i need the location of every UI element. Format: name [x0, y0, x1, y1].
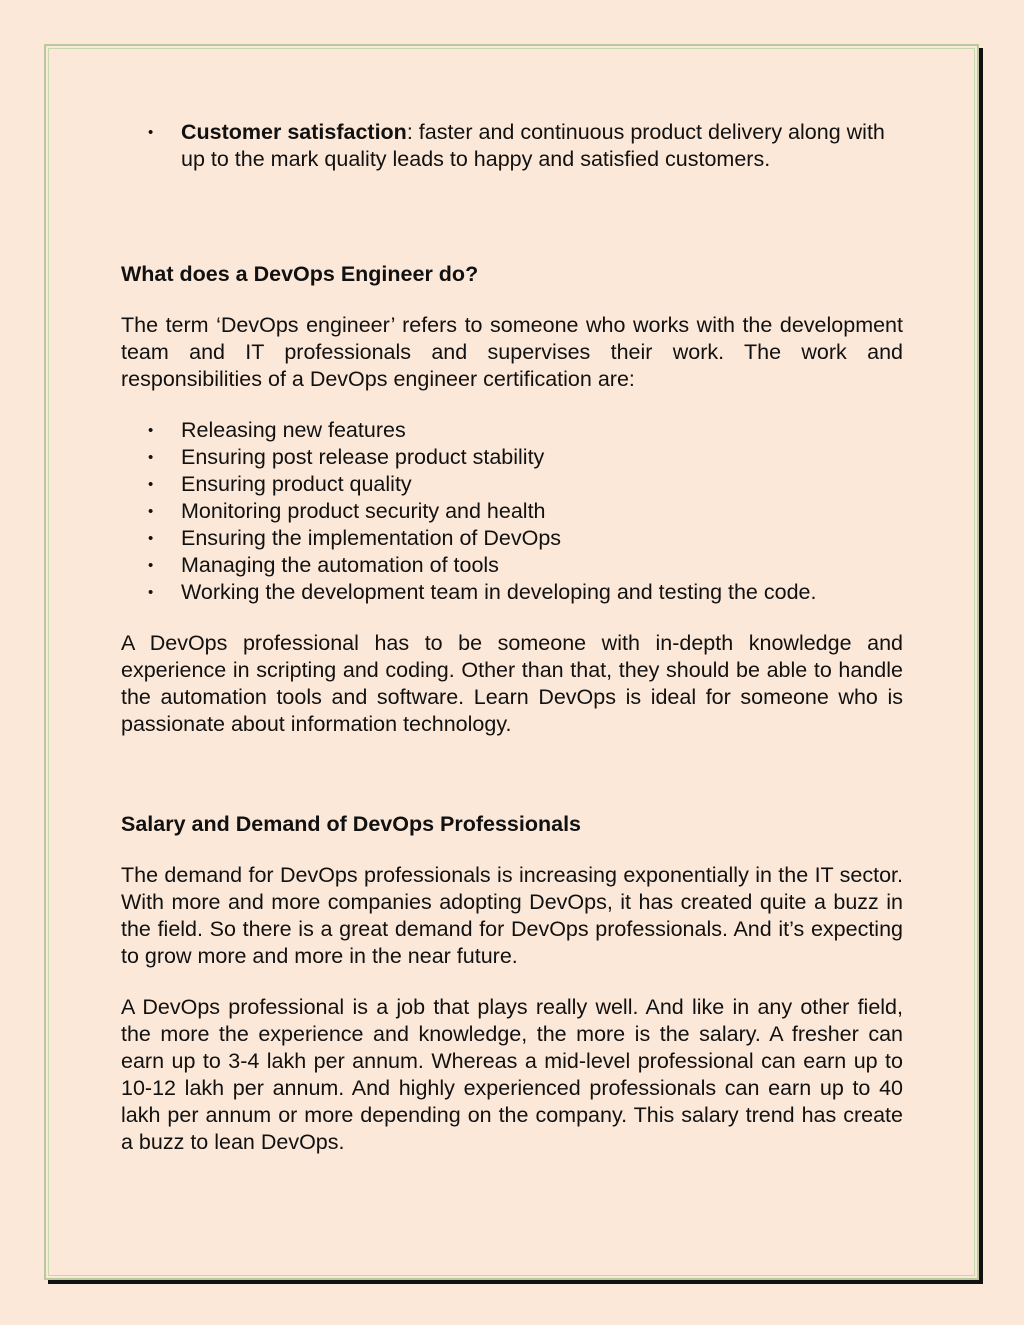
- list-item: • Working the development team in developing and testing the code.: [121, 579, 903, 606]
- section-heading-salary-demand: Salary and Demand of DevOps Professionals: [121, 812, 582, 836]
- section-heading-devops-engineer: What does a DevOps Engineer do?: [121, 262, 479, 286]
- list-item: • Ensuring post release product stability: [121, 444, 903, 471]
- responsibilities-list: [121, 417, 903, 606]
- paragraph-devops-engineer-intro: The term ‘DevOps engineer’ refers to someone who works with the development team and IT professionals and supervises their work. The work and responsibilities of a DevOps engineer certification are:: [121, 313, 903, 391]
- paragraph-demand: The demand for DevOps professionals is increasing exponentially in the IT sector. With more and more companies adopting DevOps, it has created quite a buzz in the field. So there is a great demand for DevOps professionals. And it’s expecting to grow more and more in the near future.: [121, 863, 903, 968]
- bullet-text: : faster and continuous product delivery along with up to the mark quality leads to happy and satisfied customers.: [181, 120, 885, 171]
- list-item: [121, 119, 903, 173]
- list-item: • Managing the automation of tools: [121, 552, 903, 579]
- list-item: • Monitoring product security and health: [121, 498, 903, 525]
- list-item: • Releasing new features: [121, 417, 903, 444]
- document-content: [121, 119, 903, 1156]
- list-item: • Ensuring the implementation of DevOps: [121, 525, 903, 552]
- intro-bullet-list: [121, 119, 903, 173]
- paragraph-salary: A DevOps professional is a job that plays really well. And like in any other field, the more the experience and knowledge, the more is the salary. A fresher can earn up to 3-4 lakh per annum. Whereas a mid-level professional can earn up to 10-12 lakh per annum. And highly experienced professionals can earn up to 40 lakh per annum or more depending on the company. This salary trend has create a buzz to lean DevOps.: [121, 995, 903, 1154]
- paragraph-devops-professional: A DevOps professional has to be someone with in-depth knowledge and experience in scripting and coding. Other than that, they should be able to handle the automation tools and software. Learn DevOps is ideal for someone who is passionate about information technology.: [121, 631, 903, 736]
- bullet-term: Customer satisfaction: [181, 120, 407, 144]
- list-item: • Ensuring product quality: [121, 471, 903, 498]
